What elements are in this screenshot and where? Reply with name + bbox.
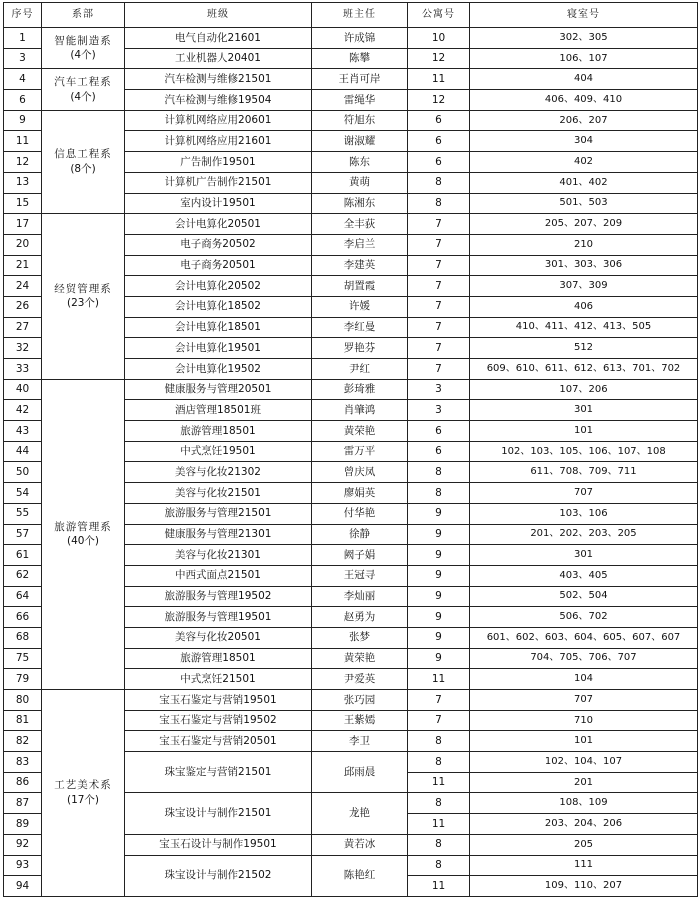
cell-rooms: 304 [470, 131, 698, 152]
cell-class: 珠宝设计与制作21502 [125, 855, 312, 896]
cell-class: 美容与化妆21302 [125, 462, 312, 483]
cell-apartment: 8 [408, 752, 470, 773]
cell-apartment: 9 [408, 524, 470, 545]
cell-class: 美容与化妆20501 [125, 627, 312, 648]
cell-teacher: 陈攀 [312, 48, 408, 69]
cell-rooms: 101 [470, 731, 698, 752]
cell-teacher: 王紫嫣 [312, 710, 408, 731]
cell-teacher: 陈艳红 [312, 855, 408, 896]
cell-apartment: 12 [408, 48, 470, 69]
cell-class: 旅游服务与管理21501 [125, 503, 312, 524]
cell-teacher: 罗艳芬 [312, 338, 408, 359]
dept-count: (8个) [70, 162, 96, 175]
cell-rooms: 601、602、603、604、605、607、607 [470, 627, 698, 648]
cell-apartment: 11 [408, 69, 470, 90]
cell-class: 计算机广告制作21501 [125, 172, 312, 193]
cell-dept [42, 379, 125, 689]
cell-class: 宝玉石鉴定与营销19501 [125, 690, 312, 711]
cell-rooms: 201、202、203、205 [470, 524, 698, 545]
cell-rooms: 502、504 [470, 586, 698, 607]
cell-rooms: 205、207、209 [470, 214, 698, 235]
cell-teacher: 陈东 [312, 152, 408, 173]
cell-no: 87 [4, 793, 42, 814]
cell-rooms: 205 [470, 834, 698, 855]
cell-no: 68 [4, 627, 42, 648]
cell-rooms: 301、303、306 [470, 255, 698, 276]
cell-class: 计算机网络应用21601 [125, 131, 312, 152]
cell-rooms: 410、411、412、413、505 [470, 317, 698, 338]
cell-rooms: 401、402 [470, 172, 698, 193]
cell-apartment: 9 [408, 565, 470, 586]
cell-teacher: 徐静 [312, 524, 408, 545]
cell-rooms: 402 [470, 152, 698, 173]
cell-rooms: 101 [470, 421, 698, 442]
cell-teacher: 曾庆凤 [312, 462, 408, 483]
cell-teacher: 李启兰 [312, 234, 408, 255]
cell-rooms: 102、103、105、106、107、108 [470, 441, 698, 462]
cell-rooms: 302、305 [470, 28, 698, 49]
cell-class: 宝玉石鉴定与营销20501 [125, 731, 312, 752]
cell-no: 79 [4, 669, 42, 690]
cell-class: 旅游管理18501 [125, 421, 312, 442]
table-row [4, 379, 698, 400]
cell-apartment: 9 [408, 586, 470, 607]
cell-apartment: 8 [408, 172, 470, 193]
cell-rooms: 107、206 [470, 379, 698, 400]
cell-class: 会计电算化19501 [125, 338, 312, 359]
header-teacher: 班主任 [312, 3, 408, 28]
cell-apartment: 3 [408, 379, 470, 400]
header-dept: 系部 [42, 3, 125, 28]
cell-rooms: 404 [470, 69, 698, 90]
cell-apartment: 6 [408, 441, 470, 462]
cell-no: 26 [4, 296, 42, 317]
cell-no: 6 [4, 90, 42, 111]
cell-apartment: 7 [408, 710, 470, 731]
cell-rooms: 103、106 [470, 503, 698, 524]
dept-count: (23个) [66, 297, 100, 310]
cell-no: 21 [4, 255, 42, 276]
cell-class: 酒店管理18501班 [125, 400, 312, 421]
cell-rooms: 704、705、706、707 [470, 648, 698, 669]
cell-teacher: 邱雨晨 [312, 752, 408, 793]
cell-no: 33 [4, 359, 42, 380]
cell-teacher: 肖肇鸿 [312, 400, 408, 421]
cell-rooms: 206、207 [470, 110, 698, 131]
cell-rooms: 506、702 [470, 607, 698, 628]
cell-no: 11 [4, 131, 42, 152]
table-row [4, 28, 698, 49]
cell-class: 美容与化妆21501 [125, 483, 312, 504]
cell-rooms: 109、110、207 [470, 876, 698, 897]
cell-no: 81 [4, 710, 42, 731]
cell-rooms: 403、405 [470, 565, 698, 586]
cell-no: 20 [4, 234, 42, 255]
cell-apartment: 7 [408, 214, 470, 235]
cell-no: 83 [4, 752, 42, 773]
cell-rooms: 108、109 [470, 793, 698, 814]
cell-apartment: 12 [408, 90, 470, 111]
cell-teacher: 黄萌 [312, 172, 408, 193]
header-rooms: 寝室号 [470, 3, 698, 28]
cell-apartment: 10 [408, 28, 470, 49]
cell-no: 66 [4, 607, 42, 628]
cell-class: 汽车检测与维修21501 [125, 69, 312, 90]
cell-teacher: 黄荣艳 [312, 648, 408, 669]
cell-apartment: 8 [408, 834, 470, 855]
cell-class: 健康服务与管理21301 [125, 524, 312, 545]
cell-rooms: 707 [470, 483, 698, 504]
cell-no: 9 [4, 110, 42, 131]
cell-class: 美容与化妆21301 [125, 545, 312, 566]
cell-apartment: 8 [408, 462, 470, 483]
cell-teacher: 全丰荻 [312, 214, 408, 235]
cell-dept [42, 690, 125, 897]
cell-no: 50 [4, 462, 42, 483]
cell-class: 电气自动化21601 [125, 28, 312, 49]
cell-no: 64 [4, 586, 42, 607]
cell-class: 珠宝鉴定与营销21501 [125, 752, 312, 793]
table-row [4, 690, 698, 711]
cell-no: 75 [4, 648, 42, 669]
cell-no: 3 [4, 48, 42, 69]
cell-apartment: 11 [408, 876, 470, 897]
cell-no: 27 [4, 317, 42, 338]
cell-apartment: 9 [408, 545, 470, 566]
cell-no: 80 [4, 690, 42, 711]
cell-teacher: 雷绳华 [312, 90, 408, 111]
cell-dept [42, 69, 125, 110]
header-class: 班级 [125, 3, 312, 28]
cell-no: 57 [4, 524, 42, 545]
cell-rooms: 710 [470, 710, 698, 731]
cell-no: 13 [4, 172, 42, 193]
cell-apartment: 6 [408, 110, 470, 131]
cell-teacher: 龙艳 [312, 793, 408, 834]
cell-teacher: 付华艳 [312, 503, 408, 524]
cell-rooms: 106、107 [470, 48, 698, 69]
cell-apartment: 9 [408, 627, 470, 648]
cell-apartment: 7 [408, 296, 470, 317]
cell-no: 32 [4, 338, 42, 359]
cell-apartment: 11 [408, 772, 470, 793]
cell-class: 珠宝设计与制作21501 [125, 793, 312, 834]
header-no: 序号 [4, 3, 42, 28]
cell-class: 旅游服务与管理19502 [125, 586, 312, 607]
cell-no: 54 [4, 483, 42, 504]
cell-teacher: 李灿丽 [312, 586, 408, 607]
cell-class: 中西式面点21501 [125, 565, 312, 586]
cell-no: 17 [4, 214, 42, 235]
cell-rooms: 102、104、107 [470, 752, 698, 773]
dept-count: (40个) [66, 535, 100, 548]
cell-apartment: 6 [408, 152, 470, 173]
cell-class: 汽车检测与维修19504 [125, 90, 312, 111]
cell-class: 会计电算化18501 [125, 317, 312, 338]
cell-apartment: 8 [408, 855, 470, 876]
cell-no: 62 [4, 565, 42, 586]
cell-teacher: 谢淑耀 [312, 131, 408, 152]
dept-count: (4个) [70, 49, 96, 62]
dept-name: 经贸管理系 [54, 282, 112, 295]
cell-class: 会计电算化19502 [125, 359, 312, 380]
cell-teacher: 符旭东 [312, 110, 408, 131]
cell-no: 89 [4, 814, 42, 835]
cell-class: 宝玉石鉴定与营销19502 [125, 710, 312, 731]
cell-teacher: 雷万平 [312, 441, 408, 462]
cell-teacher: 许媛 [312, 296, 408, 317]
cell-class: 室内设计19501 [125, 193, 312, 214]
cell-apartment: 8 [408, 193, 470, 214]
cell-dept [42, 110, 125, 213]
cell-teacher: 张巧园 [312, 690, 408, 711]
cell-no: 4 [4, 69, 42, 90]
header-apartment: 公寓号 [408, 3, 470, 28]
cell-no: 86 [4, 772, 42, 793]
cell-class: 计算机网络应用20601 [125, 110, 312, 131]
cell-no: 1 [4, 28, 42, 49]
cell-no: 43 [4, 421, 42, 442]
cell-class: 中式烹饪19501 [125, 441, 312, 462]
cell-rooms: 203、204、206 [470, 814, 698, 835]
cell-no: 61 [4, 545, 42, 566]
cell-no: 55 [4, 503, 42, 524]
cell-no: 42 [4, 400, 42, 421]
table-row [4, 110, 698, 131]
cell-class: 健康服务与管理20501 [125, 379, 312, 400]
cell-apartment: 8 [408, 793, 470, 814]
cell-rooms: 111 [470, 855, 698, 876]
cell-no: 94 [4, 876, 42, 897]
cell-class: 电子商务20502 [125, 234, 312, 255]
cell-class: 广告制作19501 [125, 152, 312, 173]
cell-teacher: 黄荣艳 [312, 421, 408, 442]
dormitory-table [3, 2, 698, 897]
cell-no: 24 [4, 276, 42, 297]
cell-rooms: 609、610、611、612、613、701、702 [470, 359, 698, 380]
cell-apartment: 9 [408, 648, 470, 669]
cell-apartment: 7 [408, 317, 470, 338]
cell-apartment: 7 [408, 338, 470, 359]
cell-apartment: 8 [408, 483, 470, 504]
dept-count: (4个) [70, 90, 96, 103]
cell-no: 82 [4, 731, 42, 752]
cell-rooms: 406、409、410 [470, 90, 698, 111]
cell-rooms: 307、309 [470, 276, 698, 297]
cell-teacher: 陈湘东 [312, 193, 408, 214]
cell-teacher: 阙子娟 [312, 545, 408, 566]
cell-class: 宝玉石设计与制作19501 [125, 834, 312, 855]
cell-apartment: 11 [408, 814, 470, 835]
dept-count: (17个) [66, 793, 100, 806]
cell-class: 会计电算化18502 [125, 296, 312, 317]
cell-no: 92 [4, 834, 42, 855]
cell-rooms: 512 [470, 338, 698, 359]
cell-apartment: 9 [408, 503, 470, 524]
cell-no: 93 [4, 855, 42, 876]
cell-class: 旅游服务与管理19501 [125, 607, 312, 628]
cell-apartment: 7 [408, 359, 470, 380]
cell-no: 12 [4, 152, 42, 173]
cell-class: 电子商务20501 [125, 255, 312, 276]
cell-class: 旅游管理18501 [125, 648, 312, 669]
cell-teacher: 王肖可岸 [312, 69, 408, 90]
cell-teacher: 李红曼 [312, 317, 408, 338]
dept-name: 旅游管理系 [54, 520, 112, 533]
cell-apartment: 9 [408, 607, 470, 628]
cell-apartment: 3 [408, 400, 470, 421]
cell-rooms: 501、503 [470, 193, 698, 214]
dept-name: 信息工程系 [54, 148, 112, 161]
cell-apartment: 8 [408, 731, 470, 752]
cell-teacher: 胡置霞 [312, 276, 408, 297]
cell-teacher: 尹爱英 [312, 669, 408, 690]
cell-no: 15 [4, 193, 42, 214]
cell-class: 中式烹饪21501 [125, 669, 312, 690]
cell-teacher: 许成锦 [312, 28, 408, 49]
cell-rooms: 201 [470, 772, 698, 793]
cell-rooms: 301 [470, 400, 698, 421]
cell-apartment: 6 [408, 131, 470, 152]
cell-class: 会计电算化20501 [125, 214, 312, 235]
cell-apartment: 7 [408, 255, 470, 276]
cell-rooms: 210 [470, 234, 698, 255]
cell-teacher: 廖娟英 [312, 483, 408, 504]
cell-teacher: 黄若冰 [312, 834, 408, 855]
table-row [4, 214, 698, 235]
cell-rooms: 707 [470, 690, 698, 711]
dept-name: 工艺美术系 [54, 779, 112, 792]
cell-teacher: 尹红 [312, 359, 408, 380]
table-row [4, 69, 698, 90]
cell-teacher: 李建英 [312, 255, 408, 276]
cell-no: 44 [4, 441, 42, 462]
cell-no: 40 [4, 379, 42, 400]
cell-rooms: 611、708、709、711 [470, 462, 698, 483]
cell-rooms: 104 [470, 669, 698, 690]
cell-teacher: 赵勇为 [312, 607, 408, 628]
cell-apartment: 6 [408, 421, 470, 442]
cell-teacher: 彭琦雅 [312, 379, 408, 400]
cell-apartment: 11 [408, 669, 470, 690]
header-row [4, 3, 698, 28]
cell-rooms: 301 [470, 545, 698, 566]
cell-rooms: 406 [470, 296, 698, 317]
cell-class: 会计电算化20502 [125, 276, 312, 297]
cell-class: 工业机器人20401 [125, 48, 312, 69]
cell-dept [42, 28, 125, 69]
cell-teacher: 张梦 [312, 627, 408, 648]
cell-teacher: 王冠寻 [312, 565, 408, 586]
cell-teacher: 李卫 [312, 731, 408, 752]
dept-name: 汽车工程系 [54, 75, 112, 88]
cell-apartment: 7 [408, 690, 470, 711]
dept-name: 智能制造系 [54, 34, 112, 47]
cell-apartment: 7 [408, 276, 470, 297]
cell-apartment: 7 [408, 234, 470, 255]
cell-dept [42, 214, 125, 380]
